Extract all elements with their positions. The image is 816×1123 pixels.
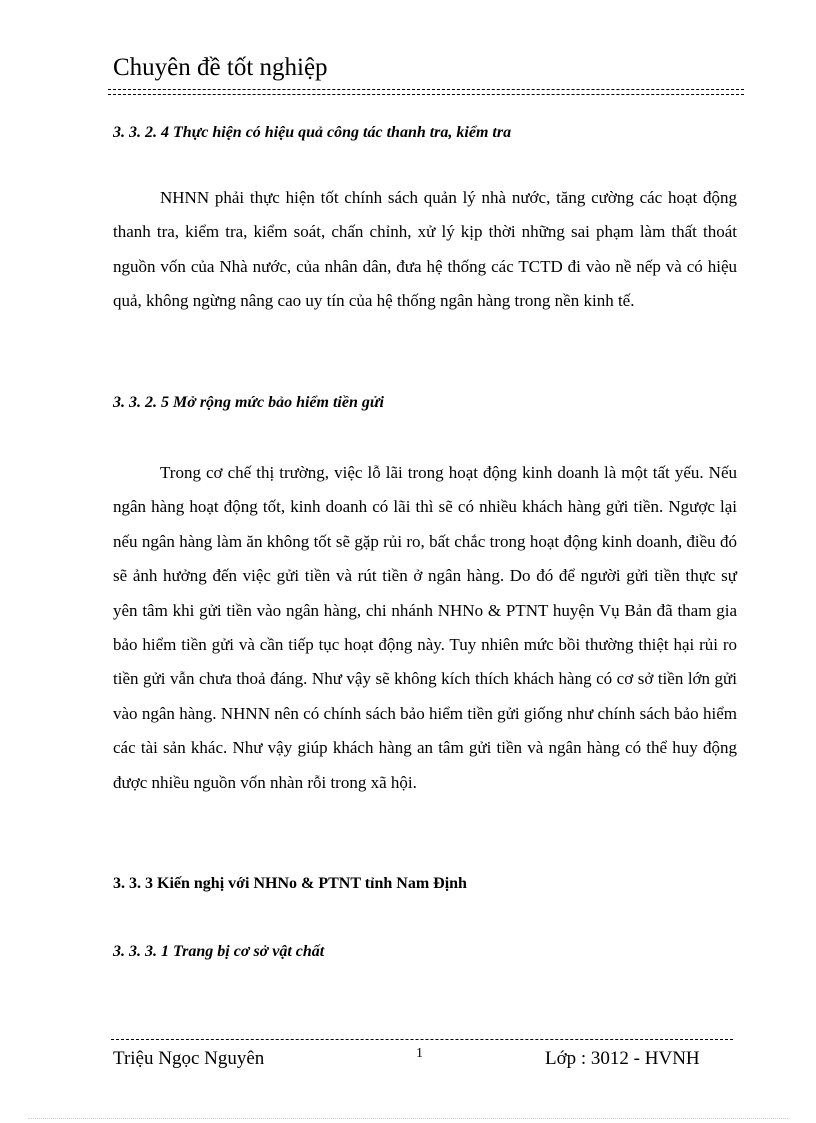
page-bottom-edge: [28, 1118, 788, 1119]
footer-author: Triệu Ngọc Nguyên: [113, 1048, 265, 1069]
section-heading-3-3-2-5: 3. 3. 2. 5 Mở rộng mức bảo hiểm tiền gửi: [113, 394, 384, 411]
header-divider-upper: [108, 89, 744, 90]
page-number: 1: [416, 1046, 423, 1061]
section-paragraph-3-3-2-5: Trong cơ chế thị trường, việc lỗ lãi trong hoạt động kinh doanh là một tất yếu. Nếu ngân hàng hoạt động tốt, kinh doanh có lãi thì sẽ có nhiều khách hàng gửi tiền. Ngược lại nếu ngân hàng làm ăn không tốt sẽ gặp rủi ro, bất chắc trong hoạt động kinh doanh, điều đó sẽ ảnh hưởng đến việc gửi tiền và rút tiền ở ngân hàng. Do đó để người gửi tiền thực sự yên tâm khi gửi tiền vào ngân hàng, chi nhánh NHNo & PTNT huyện Vụ Bản đã tham gia bảo hiểm tiền gửi và cần tiếp tục hoạt động này. Tuy nhiên mức bồi thường thiệt hại rủi ro tiền gửi vẫn chưa thoả đáng. Như vậy sẽ không kích thích khách hàng có cơ sở tiền lớn gửi vào ngân hàng. NHNN nên có chính sách bảo hiểm tiền gửi giống như chính sách bảo hiểm các tài sản khác. Như vậy giúp khách hàng an tâm gửi tiền và ngân hàng có thể huy động được nhiều nguồn vốn nhàn rỗi trong xã hội.: [113, 463, 737, 792]
document-title: Chuyên đề tốt nghiệp: [113, 54, 328, 81]
section-heading-3-3-3: 3. 3. 3 Kiến nghị với NHNo & PTNT tỉnh Nam Định: [113, 875, 467, 892]
section-heading-3-3-3-1: 3. 3. 3. 1 Trang bị cơ sở vật chất: [113, 943, 325, 960]
header-divider-lower: [108, 94, 744, 95]
footer-divider: [111, 1039, 733, 1040]
section-paragraph-3-3-2-4: NHNN phải thực hiện tốt chính sách quản lý nhà nước, tăng cường các hoạt động thanh tra, kiểm tra, kiểm soát, chấn chỉnh, xử lý kịp thời những sai phạm làm thất thoát nguồn vốn của Nhà nước, của nhân dân, đưa hệ thống các TCTD đi vào nề nếp và có hiệu quả, không ngừng nâng cao uy tín của hệ thống ngân hàng trong nền kinh tế.: [113, 188, 737, 311]
footer-class-label: Lớp : 3012 - HVNH: [545, 1048, 700, 1069]
section-heading-3-3-2-4: 3. 3. 2. 4 Thực hiện có hiệu quả công tác thanh tra, kiểm tra: [113, 124, 512, 141]
